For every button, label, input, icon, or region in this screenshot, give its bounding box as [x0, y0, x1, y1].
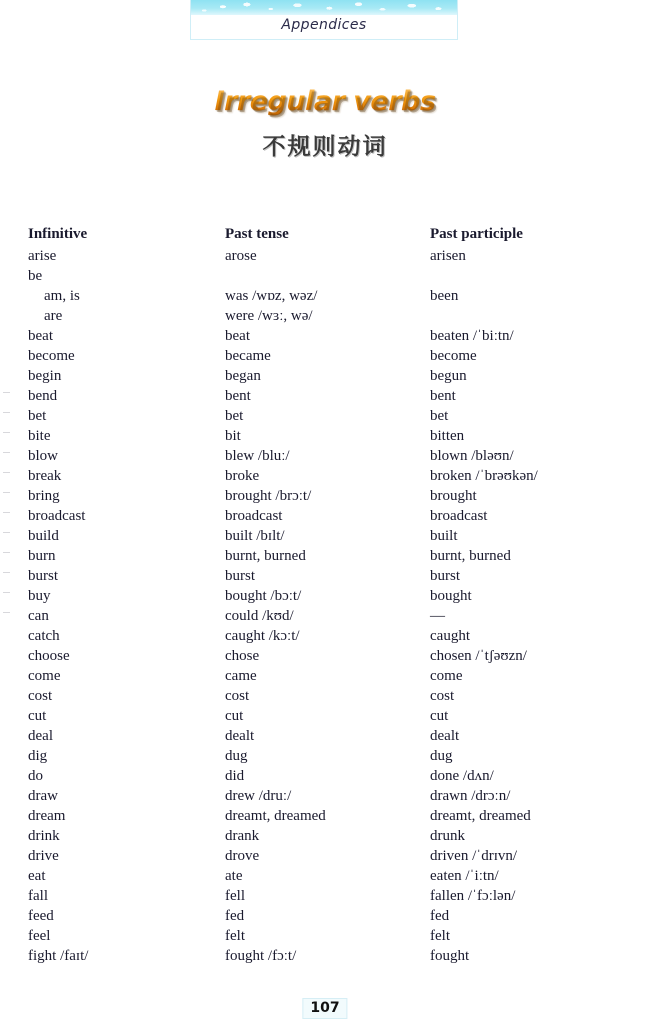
- verb-past-participle: fought: [430, 948, 470, 964]
- verb-past-tense: broadcast: [225, 508, 283, 524]
- table-row: [0, 906, 650, 926]
- verb-past-participle: caught: [430, 628, 470, 644]
- verb-past-participle: bought: [430, 588, 472, 604]
- verb-infinitive: come: [28, 668, 61, 684]
- verb-past-participle: done /dʌn/: [430, 768, 494, 784]
- page-title-english: Irregular verbs: [0, 86, 650, 117]
- verb-past-participle: come: [430, 668, 463, 684]
- verb-past-tense: cost: [225, 688, 250, 704]
- verb-past-participle: cut: [430, 708, 449, 724]
- verb-past-tense: caught /kɔːt/: [225, 628, 300, 644]
- table-row: [0, 466, 650, 486]
- verb-past-tense: could /kʊd/: [225, 608, 294, 624]
- scan-artifact: [3, 472, 10, 473]
- verb-infinitive: eat: [28, 868, 46, 884]
- table-row: [0, 726, 650, 746]
- verb-infinitive: blow: [28, 448, 58, 464]
- scan-artifact: [3, 612, 10, 613]
- scan-artifact: [3, 412, 10, 413]
- verb-past-participle: fallen /ˈfɔːlən/: [430, 888, 516, 904]
- table-row: [0, 366, 650, 386]
- verb-past-participle: bitten: [430, 428, 465, 444]
- banner-label: Appendices: [281, 17, 367, 33]
- table-row: [0, 386, 650, 406]
- verb-past-tense: blew /bluː/: [225, 448, 290, 464]
- scan-artifact: [3, 572, 10, 573]
- verb-past-participle: dug: [430, 748, 453, 764]
- verb-infinitive: deal: [28, 728, 53, 744]
- verb-past-tense: began: [225, 368, 261, 384]
- verb-infinitive: burst: [28, 568, 58, 584]
- table-row: [0, 426, 650, 446]
- table-row: [0, 286, 650, 306]
- table-row: [0, 646, 650, 666]
- table-row: [0, 566, 650, 586]
- table-row: [0, 526, 650, 546]
- verb-past-participle: —: [430, 608, 445, 624]
- verb-past-tense: felt: [225, 928, 245, 944]
- scan-artifact: [3, 592, 10, 593]
- verb-infinitive: break: [28, 468, 62, 484]
- table-row: [0, 346, 650, 366]
- table-row: [0, 946, 650, 966]
- verb-past-tense: burst: [225, 568, 255, 584]
- table-row: [0, 666, 650, 686]
- table-row: [0, 586, 650, 606]
- scan-artifact: [3, 452, 10, 453]
- verb-past-tense: chose: [225, 648, 260, 664]
- verb-past-tense: bet: [225, 408, 244, 424]
- verb-past-participle: drunk: [430, 828, 465, 844]
- verb-infinitive: cost: [28, 688, 53, 704]
- verb-infinitive: drive: [28, 848, 59, 864]
- verb-infinitive: bet: [28, 408, 47, 424]
- verb-past-participle: burnt, burned: [430, 548, 511, 564]
- verb-infinitive: feed: [28, 908, 54, 924]
- appendices-banner: [190, 0, 458, 40]
- verb-past-participle: built: [430, 528, 458, 544]
- table-row: [0, 606, 650, 626]
- verb-past-participle: dealt: [430, 728, 460, 744]
- table-row: [0, 546, 650, 566]
- verb-past-participle: drawn /drɔːn/: [430, 788, 511, 804]
- verb-infinitive: catch: [28, 628, 60, 644]
- table-row: [0, 506, 650, 526]
- verb-past-participle: become: [430, 348, 477, 364]
- table-row: [0, 266, 650, 286]
- verb-infinitive: burn: [28, 548, 56, 564]
- verb-infinitive: become: [28, 348, 75, 364]
- verb-past-tense: fell: [225, 888, 245, 904]
- verb-past-tense: fought /fɔːt/: [225, 948, 297, 964]
- verb-past-tense: was /wɒz, wəz/: [225, 288, 318, 304]
- verb-infinitive: feel: [28, 928, 51, 944]
- table-row: [0, 846, 650, 866]
- verb-past-tense: arose: [225, 248, 257, 264]
- verb-past-tense: broke: [225, 468, 260, 484]
- verb-past-participle: driven /ˈdrɪvn/: [430, 848, 518, 864]
- table-row: [0, 626, 650, 646]
- verb-infinitive: dream: [28, 808, 66, 824]
- verb-infinitive: buy: [28, 588, 51, 604]
- verb-past-tense: beat: [225, 328, 250, 344]
- verb-infinitive: are: [44, 308, 63, 324]
- table-row: [0, 886, 650, 906]
- verb-past-tense: fed: [225, 908, 245, 924]
- verb-past-tense: became: [225, 348, 271, 364]
- verb-past-participle: felt: [430, 928, 450, 944]
- verb-infinitive: bend: [28, 388, 58, 404]
- verb-infinitive: do: [28, 768, 43, 784]
- page-number: 107: [302, 998, 347, 1019]
- verb-past-tense: bought /bɔːt/: [225, 588, 302, 604]
- verb-past-participle: fed: [430, 908, 450, 924]
- verb-past-participle: broadcast: [430, 508, 488, 524]
- table-row: [0, 326, 650, 346]
- table-row: [0, 786, 650, 806]
- verb-infinitive: fall: [28, 888, 48, 904]
- table-row: [0, 446, 650, 466]
- table-row: [0, 806, 650, 826]
- verb-infinitive: dig: [28, 748, 48, 764]
- verb-past-tense: dealt: [225, 728, 255, 744]
- verb-past-tense: bent: [225, 388, 251, 404]
- verb-infinitive: broadcast: [28, 508, 86, 524]
- verb-infinitive: choose: [28, 648, 70, 664]
- table-row: [0, 246, 650, 266]
- verb-infinitive: fight /faɪt/: [28, 948, 89, 964]
- verb-past-participle: burst: [430, 568, 460, 584]
- verb-past-tense: drew /druː/: [225, 788, 292, 804]
- verb-past-tense: drank: [225, 828, 260, 844]
- verb-past-participle: blown /bləʊn/: [430, 448, 514, 464]
- scan-artifact: [3, 532, 10, 533]
- verb-past-tense: drove: [225, 848, 260, 864]
- verb-infinitive: be: [28, 268, 43, 284]
- table-row: [0, 826, 650, 846]
- table-row: [0, 306, 650, 326]
- verb-past-participle: cost: [430, 688, 455, 704]
- verb-infinitive: draw: [28, 788, 58, 804]
- verb-past-participle: arisen: [430, 248, 466, 264]
- verb-past-participle: eaten /ˈiːtn/: [430, 868, 499, 884]
- irregular-verbs-table: [0, 222, 650, 966]
- scan-artifact: [3, 512, 10, 513]
- water-droplets-decoration: [191, 0, 457, 15]
- column-header-infinitive: Infinitive: [28, 226, 88, 242]
- table-row: [0, 866, 650, 886]
- verb-past-tense: came: [225, 668, 257, 684]
- verb-past-tense: bit: [225, 428, 241, 444]
- verb-past-tense: did: [225, 768, 245, 784]
- scan-artifact: [3, 432, 10, 433]
- verb-past-participle: begun: [430, 368, 467, 384]
- table-row: [0, 746, 650, 766]
- table-row: [0, 486, 650, 506]
- verb-past-participle: beaten /ˈbiːtn/: [430, 328, 514, 344]
- verb-past-participle: dreamt, dreamed: [430, 808, 531, 824]
- column-header-past-tense: Past tense: [225, 226, 289, 242]
- verb-past-tense: burnt, burned: [225, 548, 306, 564]
- verb-infinitive: can: [28, 608, 49, 624]
- verb-past-participle: been: [430, 288, 459, 304]
- verb-past-participle: brought: [430, 488, 477, 504]
- verb-past-participle: chosen /ˈtʃəʊzn/: [430, 648, 527, 664]
- table-header-row: [0, 222, 650, 246]
- verb-past-tense: brought /brɔːt/: [225, 488, 312, 504]
- verb-infinitive: beat: [28, 328, 53, 344]
- verb-infinitive: bring: [28, 488, 60, 504]
- verb-infinitive: am, is: [44, 288, 80, 304]
- verb-infinitive: begin: [28, 368, 62, 384]
- scan-artifact: [3, 392, 10, 393]
- table-row: [0, 686, 650, 706]
- page-title-chinese: 不规则动词: [262, 134, 388, 160]
- verb-past-participle: bet: [430, 408, 449, 424]
- verb-infinitive: drink: [28, 828, 60, 844]
- verb-past-tense: dug: [225, 748, 248, 764]
- column-header-past-participle: Past participle: [430, 226, 523, 242]
- verb-past-tense: built /bɪlt/: [225, 528, 285, 544]
- table-row: [0, 766, 650, 786]
- verb-past-participle: bent: [430, 388, 456, 404]
- verb-infinitive: bite: [28, 428, 51, 444]
- scan-artifact: [3, 552, 10, 553]
- verb-past-tense: were /wɜː, wə/: [225, 308, 313, 324]
- scan-artifact: [3, 492, 10, 493]
- table-row: [0, 406, 650, 426]
- verb-infinitive: cut: [28, 708, 47, 724]
- verb-past-participle: broken /ˈbrəʊkən/: [430, 468, 538, 484]
- verb-past-tense: cut: [225, 708, 244, 724]
- verb-infinitive: arise: [28, 248, 57, 264]
- verb-infinitive: build: [28, 528, 59, 544]
- table-row: [0, 706, 650, 726]
- verb-past-tense: dreamt, dreamed: [225, 808, 326, 824]
- table-row: [0, 926, 650, 946]
- verb-past-tense: ate: [225, 868, 243, 884]
